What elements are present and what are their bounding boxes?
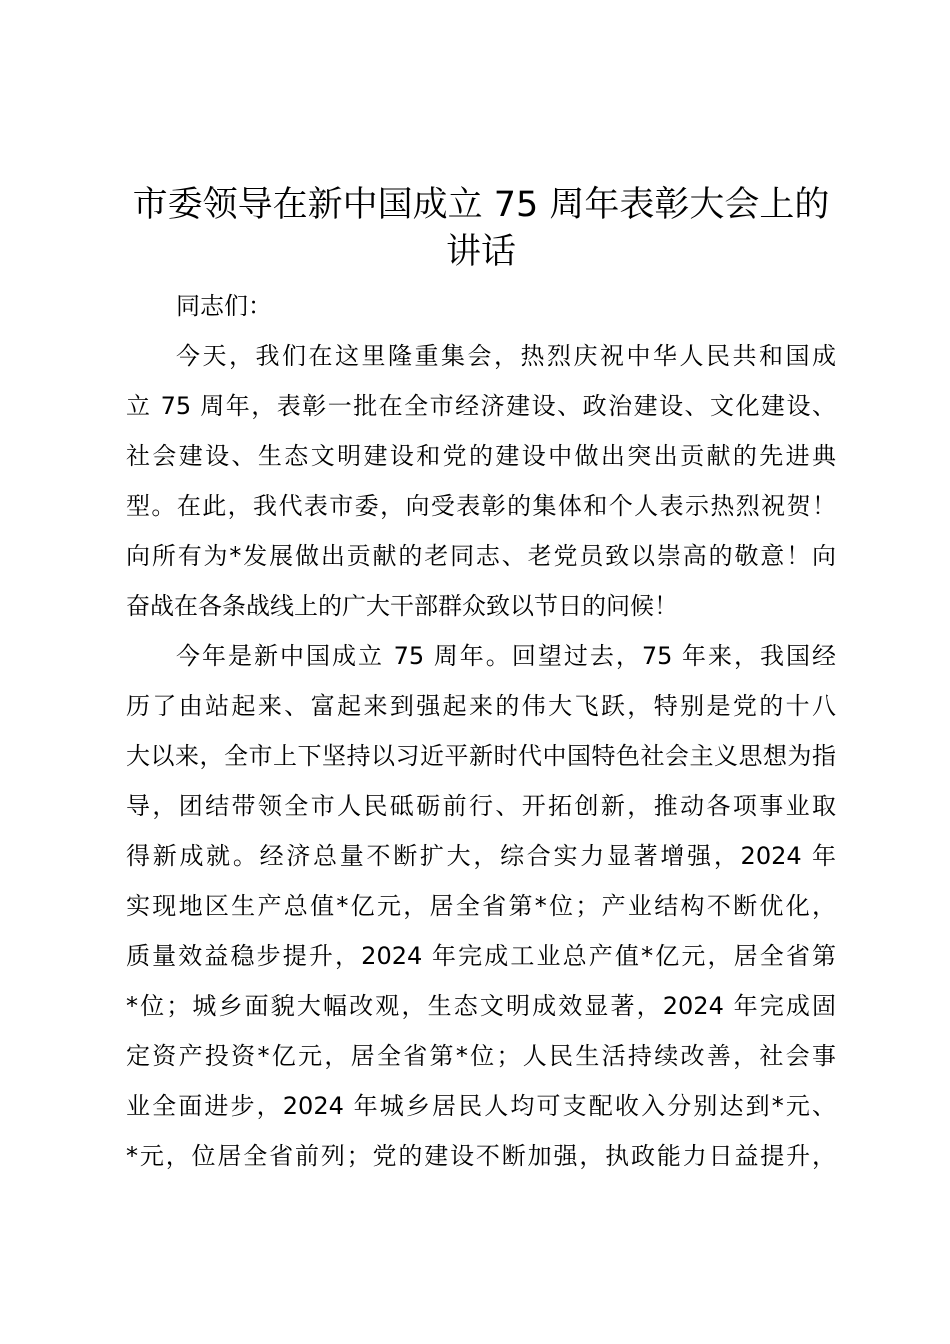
paragraph-line: 社会建设、生态文明建设和党的建设中做出突出贡献的先进典 [126, 442, 836, 470]
paragraph-line: 型。在此，我代表市委，向受表彰的集体和个人表示热烈祝贺！ [126, 492, 836, 520]
document-title [126, 182, 836, 276]
paragraph-line: 向所有为*发展做出贡献的老同志、老党员致以崇高的敬意！向 [126, 542, 836, 570]
paragraph-line: 实现地区生产总值*亿元，居全省第*位；产业结构不断优化， [126, 892, 836, 920]
document-page [126, 182, 836, 1181]
paragraph-line: 导，团结带领全市人民砥砺前行、开拓创新，推动各项事业取 [126, 792, 836, 820]
paragraph-line: 立 75 周年，表彰一批在全市经济建设、政治建设、文化建设、 [126, 392, 836, 420]
title-line: 讲话 [445, 232, 516, 272]
paragraph-line: 业全面进步，2024 年城乡居民人均可支配收入分别达到*元、 [126, 1092, 836, 1120]
paragraph-greeting [126, 331, 836, 631]
salutation: 同志们： [176, 292, 272, 320]
paragraph-line: *元，位居全省前列；党的建设不断加强，执政能力日益提升， [126, 1142, 836, 1170]
paragraph-line: 定资产投资*亿元，居全省第*位；人民生活持续改善，社会事 [126, 1042, 836, 1070]
paragraph-line: 得新成就。经济总量不断扩大，综合实力显著增强，2024 年 [126, 842, 836, 870]
paragraph-line: 质量效益稳步提升，2024 年完成工业总产值*亿元，居全省第 [126, 942, 836, 970]
title-line: 市委领导在新中国成立 75 周年表彰大会上的 [132, 185, 830, 225]
paragraph-line: *位；城乡面貌大幅改观，生态文明成效显著，2024 年完成固 [126, 992, 836, 1020]
paragraph-line: 奋战在各条战线上的广大干部群众致以节日的问候！ [126, 592, 678, 620]
paragraph-review [126, 631, 836, 1181]
paragraph-line: 今年是新中国成立 75 周年。回望过去，75 年来，我国经 [176, 642, 836, 670]
paragraph-line: 今天，我们在这里隆重集会，热烈庆祝中华人民共和国成 [176, 342, 836, 370]
paragraph-line: 大以来，全市上下坚持以习近平新时代中国特色社会主义思想为指 [126, 742, 836, 770]
paragraph-line: 历了由站起来、富起来到强起来的伟大飞跃，特别是党的十八 [126, 692, 836, 720]
